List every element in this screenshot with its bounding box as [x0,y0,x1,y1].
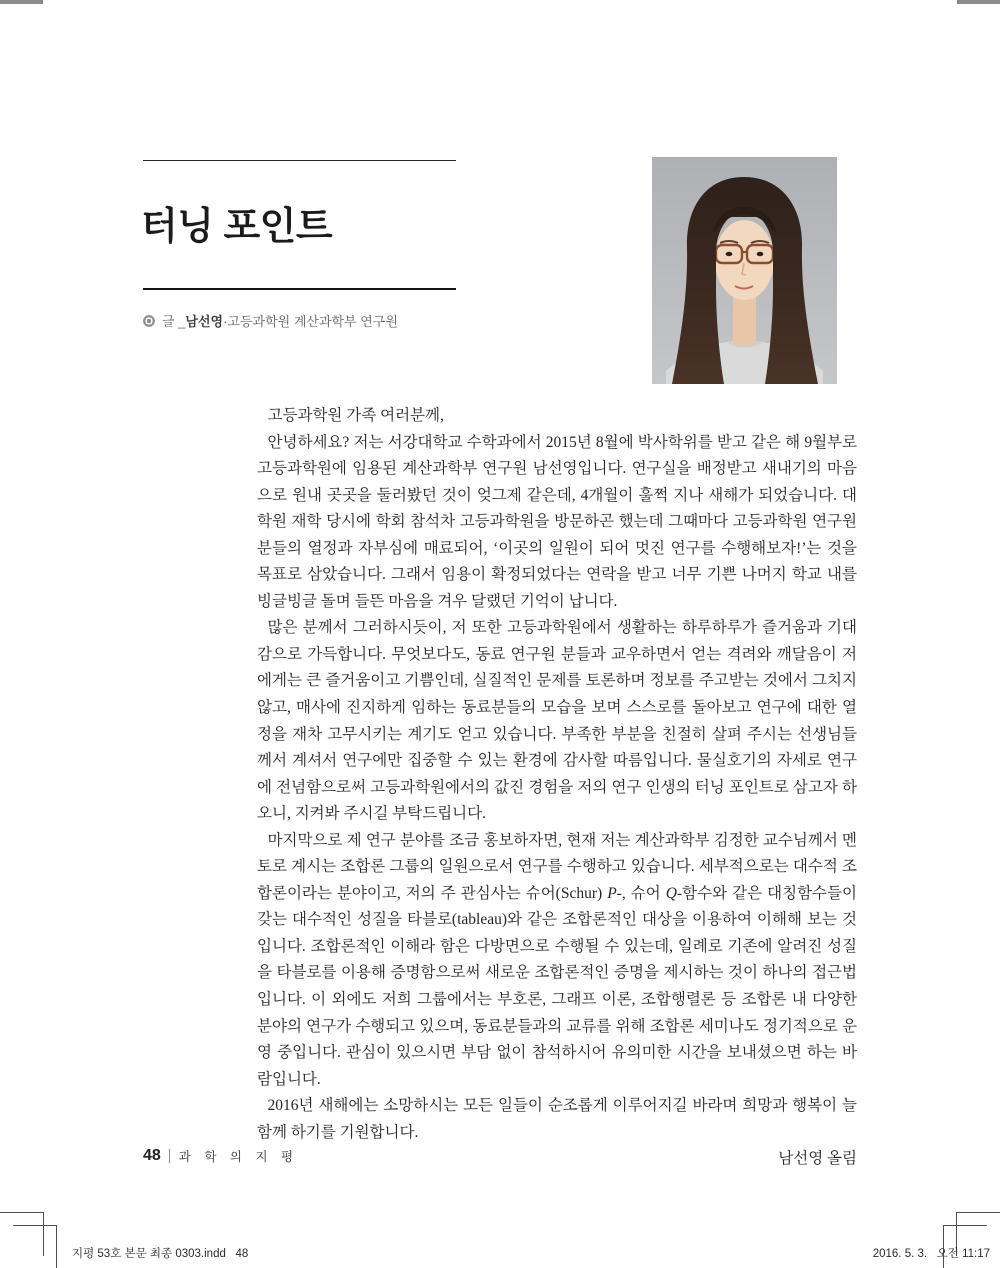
print-timestamp: 2016. 5. 3. 오전 11:17 [872,1248,990,1260]
page-number: 48 [143,1147,161,1164]
byline-affiliation: ·고등과학원 계산과학부 연구원 [223,314,398,329]
crop-mark-bottom-left [0,1212,43,1213]
crop-mark-bottom-right [944,1225,987,1226]
letter-body [257,403,857,1173]
paragraph-3-text: , 슈어 [621,884,666,902]
page-footer [143,1147,298,1165]
page-title: 터닝 포인트 [141,206,333,248]
letter-paragraph-1: 안녕하세요? 저는 서강대학교 수학과에서 2015년 8월에 박사학위를 받고 같은 해 9월부로 고등과학원에 임용된 계산과학부 연구원 남선영입니다. 연구실을 배정받고 새내기의 마음으로 원내 곳곳을 둘러봤던 것이 엊그제 같은데, 4개월이 훌쩍 지나 새해가 되었습니다. 대학원 재학 당시에 학회 참석차 고등과학원을 방문하곤 했는데 그때마다 고등과학원 연구원 분들의 열정과 자부심에 매료되어, ‘이곳의 일원이 되어 멋진 연구를 수행해보자!’는 것을 목표로 삼았습니다. 그래서 임용이 확정되었다는 연락을 받고 너무 기쁜 나머지 학교 내를 빙글빙글 돌며 들뜬 마음을 겨우 달랬던 기억이 납니다. [257,433,857,610]
letter-closing: 2016년 새해에는 소망하시는 모든 일들이 순조롭게 이루어지길 바라며 희망과 행복이 늘 함께 하기를 기원합니다. [257,1097,857,1141]
journal-name: 과 학 의 지 평 [178,1150,299,1164]
letter-signature: 남선영 올림 [778,1150,857,1168]
paragraph-3-text: 마지막으로 제 연구 분야를 조금 홍보하자면, 현재 저는 계산과학부 김정한 교수님께서 멘토로 계시는 조합론 그룹의 일원으로서 연구를 수행하고 있습니다. 세부적으로는 대수적 조합론이라는 분야이고, 저의 주 관심사는 슈어(Schur) [257,831,857,902]
print-file-label: 지평 53호 본문 최종 0303.indd 48 [72,1248,249,1260]
paragraph-3-text: 함수와 같은 대칭함수들이 갖는 대수적인 성질을 타블로(tableau)와 같은 조합론적인 대상을 이용하여 이해해 보는 것입니다. 조합론적인 이해라 함은 다방면으로 수행될 수 있는데, 일례로 기존에 알려진 성질을 타블로를 이용해 증명함으로써 새로운 조합론적인 증명을 제시하는 것이 하나의 접근법입니다. 이 외에도 저희 그룹에서는 부호론, 그래프 이론, 조합행렬론 등 조합론 내 다양한 분야의 연구가 수행되고 있으며, 동료분들과의 교류를 위해 조합론 세미나도 정기적으로 운영 중입니다. 관심이 있으시면 부담 없이 참석하시어 유의미한 시간을 보내셨으면 하는 바람입니다. [257,884,857,1088]
title-rule-bottom [143,288,456,290]
byline [143,311,398,330]
letter-paragraph-2: 많은 분께서 그러하시듯이, 저 또한 고등과학원에서 생활하는 하루하루가 즐거움과 기대감으로 가득합니다. 무엇보다도, 동료 연구원 분들과 교우하면서 얻는 격려와 깨달음이 저에게는 큰 즐거움이고 기쁨인데, 실질적인 문제를 토론하며 정보를 주고받는 것에서 그치지 않고, 매사에 진지하게 임하는 동료분들의 모습을 보며 스스로를 돌아보고 연구에 대한 열정을 재차 고무시키는 계기도 얻고 있습니다. 부족한 부분을 친절히 살펴 주시는 선생님들께서 계셔서 연구에만 집중할 수 있는 환경에 감사할 따름입니다. 물실호기의 자세로 연구에 전념함으로써 고등과학원에서의 값진 경험을 저의 연구 인생의 터닝 포인트로 삼고자 하오니, 지켜봐 주시길 부탁드립니다. [257,619,857,823]
byline-author: 남선영 [185,314,224,329]
math-schur-p: P- [607,884,622,902]
scan-edge-top-left [0,0,43,4]
byline-bullet-icon [143,315,155,327]
letter-greeting: 고등과학원 가족 여러분께, [267,407,444,424]
scan-edge-top-right [957,0,1000,4]
byline-prefix: 글 _ [162,314,186,329]
crop-mark-bottom-left [43,1212,44,1256]
author-photo [652,157,837,384]
crop-mark-bottom-left [13,1225,56,1226]
title-rule-top [143,160,456,161]
footer-divider [169,1149,170,1163]
math-schur-q: Q- [665,884,683,902]
author-portrait-illustration [652,157,837,384]
crop-mark-bottom-left [56,1225,57,1268]
crop-mark-bottom-right [957,1212,1000,1213]
letter-paragraph-3 [257,828,857,1093]
